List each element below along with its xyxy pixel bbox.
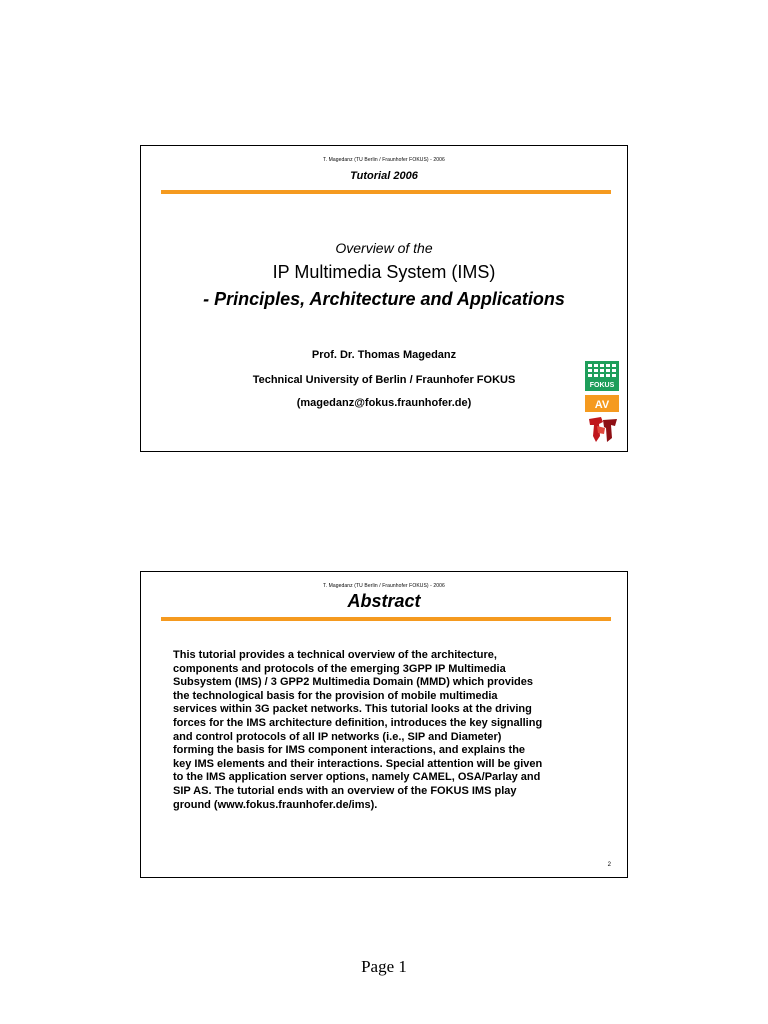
overview-label: Overview of the	[335, 240, 433, 256]
svg-text:AV: AV	[594, 399, 610, 411]
orange-divider	[161, 617, 611, 621]
svg-text:FOKUS: FOKUS	[589, 382, 615, 389]
affiliation: Technical University of Berlin / Fraunhofer FOKUS	[252, 374, 516, 386]
email: (magedanz@fokus.fraunhofer.de)	[296, 397, 472, 409]
slide-number: 2	[607, 862, 611, 868]
abstract-slide	[140, 571, 628, 878]
slide-title: IP Multimedia System (IMS)	[272, 262, 496, 282]
abstract-line: components and protocols of the emerging 3GPP IP Multimedia	[173, 662, 506, 675]
title-slide	[140, 145, 628, 452]
page-number: Page 1	[361, 957, 407, 976]
abstract-line: This tutorial provides a technical overview of the architecture,	[173, 649, 497, 661]
slide-header: T. Magedanz (TU Berlin / Fraunhofer FOKUS) - 2006	[323, 157, 445, 163]
slide-title-line2: - Principles, Architecture and Applications	[203, 289, 565, 309]
abstract-line: Subsystem (IMS) / 3 GPP2 Multimedia Domain (MMD) which provides	[173, 676, 533, 689]
slide-header: T. Magedanz (TU Berlin / Fraunhofer FOKUS) - 2006	[323, 583, 445, 589]
abstract-line: the technological basis for the provision of mobile multimedia	[173, 689, 498, 702]
author-name: Prof. Dr. Thomas Magedanz	[311, 349, 457, 361]
fokus-logo-icon	[585, 361, 619, 391]
slide-title: Abstract	[347, 591, 421, 611]
abstract-line: to the IMS application server options, namely CAMEL, OSA/Parlay and	[173, 771, 541, 784]
abstract-line: and control protocols of all IP networks (i.e., SIP and Diameter)	[173, 730, 502, 743]
abstract-line: key IMS elements and their interactions. Special attention will be given	[173, 757, 543, 770]
abstract-line: forces for the IMS architecture definition, introduces the key signalling	[173, 716, 543, 729]
orange-divider	[161, 190, 611, 194]
abstract-line: forming the basis for IMS component interactions, and explains the	[173, 744, 526, 757]
abstract-line: services within 3G packet networks. This tutorial looks at the driving	[173, 703, 532, 716]
abstract-text	[173, 649, 613, 812]
tu-berlin-logo-icon	[587, 416, 619, 444]
abstract-line: SIP AS. The tutorial ends with an overview of the FOKUS IMS play	[173, 784, 517, 797]
abstract-line: ground (www.fokus.fraunhofer.de/ims).	[173, 798, 378, 811]
slide-subtitle: Tutorial 2006	[350, 170, 418, 182]
av-logo-icon	[585, 395, 619, 412]
